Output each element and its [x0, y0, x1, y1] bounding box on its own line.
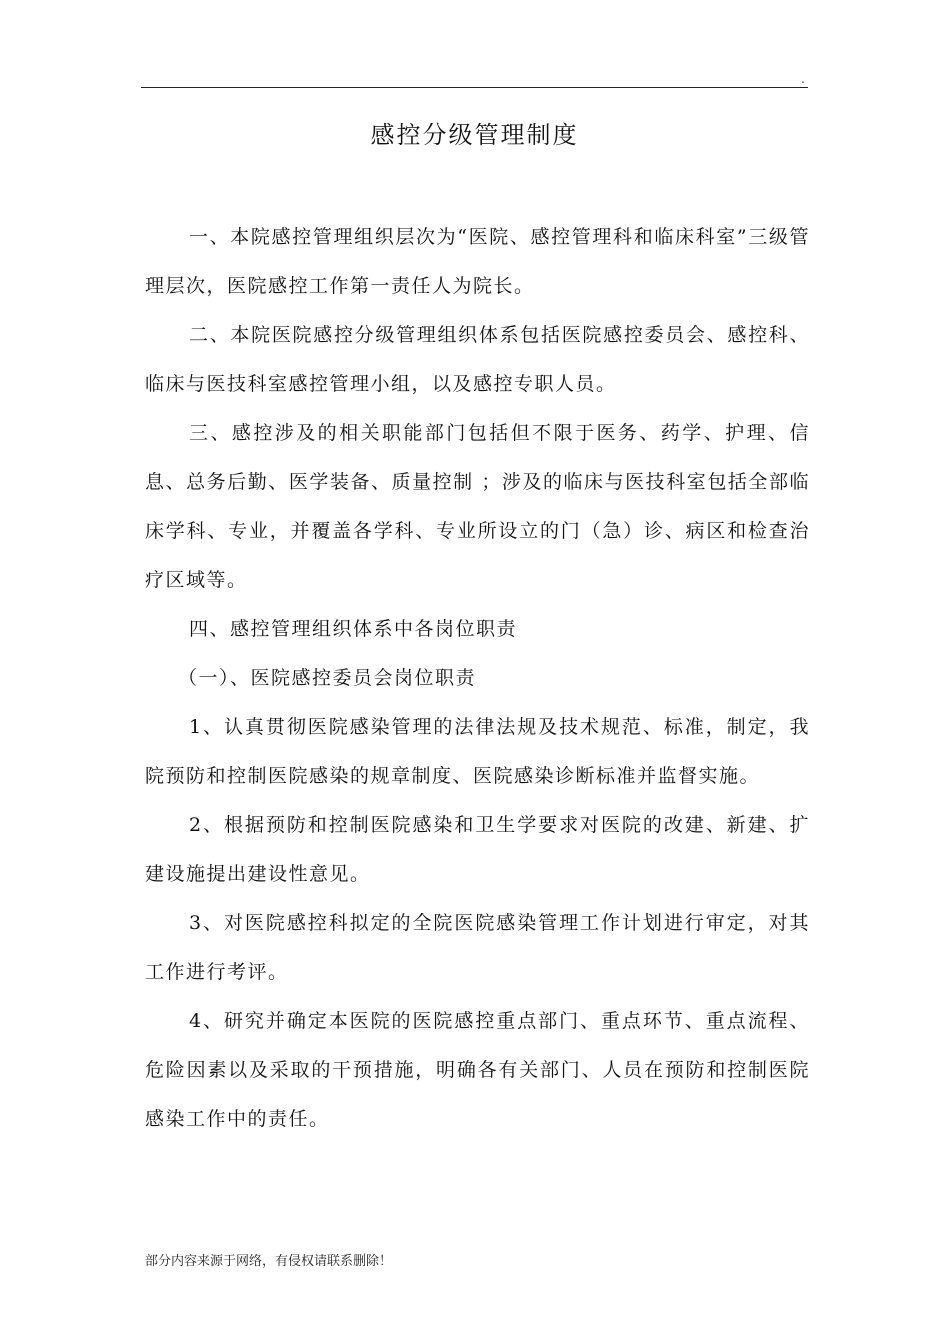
paragraph-1: 一、本院感控管理组织层次为“医院、感控管理科和临床科室”三级管理层次，医院感控工作第一责任人为院长。 — [145, 226, 810, 297]
duty-item-3: 3、对医院感控科拟定的全院医院感染管理工作计划进行审定，对其工作进行考评。 — [145, 912, 810, 983]
duty-item-1: 1、认真贯彻医院感染管理的法律法规及技术规范、标准，制定，我院预防和控制医院感染的规章制度、医院感染诊断标准并监督实施。 — [145, 716, 810, 787]
subsection-heading-1: （一）、医院感控委员会岗位职责 — [178, 667, 477, 689]
section-heading-4: 四、感控管理组织体系中各岗位职责 — [189, 618, 518, 640]
paragraph-2: 二、本院医院感控分级管理组织体系包括医院感控委员会、感控科、临床与医技科室感控管理小组，以及感控专职人员。 — [145, 324, 810, 395]
duty-item-4: 4、研究并确定本医院的医院感控重点部门、重点环节、重点流程、危险因素以及采取的干预措施，明确各有关部门、人员在预防和控制医院感染工作中的责任。 — [145, 1010, 810, 1130]
footer-disclaimer: 部分内容来源于网络，有侵权请联系删除！ — [145, 1254, 393, 1269]
paragraph-3: 三、感控涉及的相关职能部门包括但不限于医务、药学、护理、信息、总务后勤、医学装备、质量控制 ；涉及的临床与医技科室包括全部临床学科、专业，并覆盖各学科、专业所设立的门（急）诊、病区和检查治疗区域等。 — [145, 422, 810, 591]
header-mark: . — [801, 72, 805, 86]
duty-item-2: 2、根据预防和控制医院感染和卫生学要求对医院的改建、新建、扩建设施提出建设性意见。 — [145, 814, 810, 885]
header-rule — [141, 87, 808, 88]
document-body — [145, 213, 810, 1144]
document-title: 感控分级管理制度 — [370, 121, 579, 149]
